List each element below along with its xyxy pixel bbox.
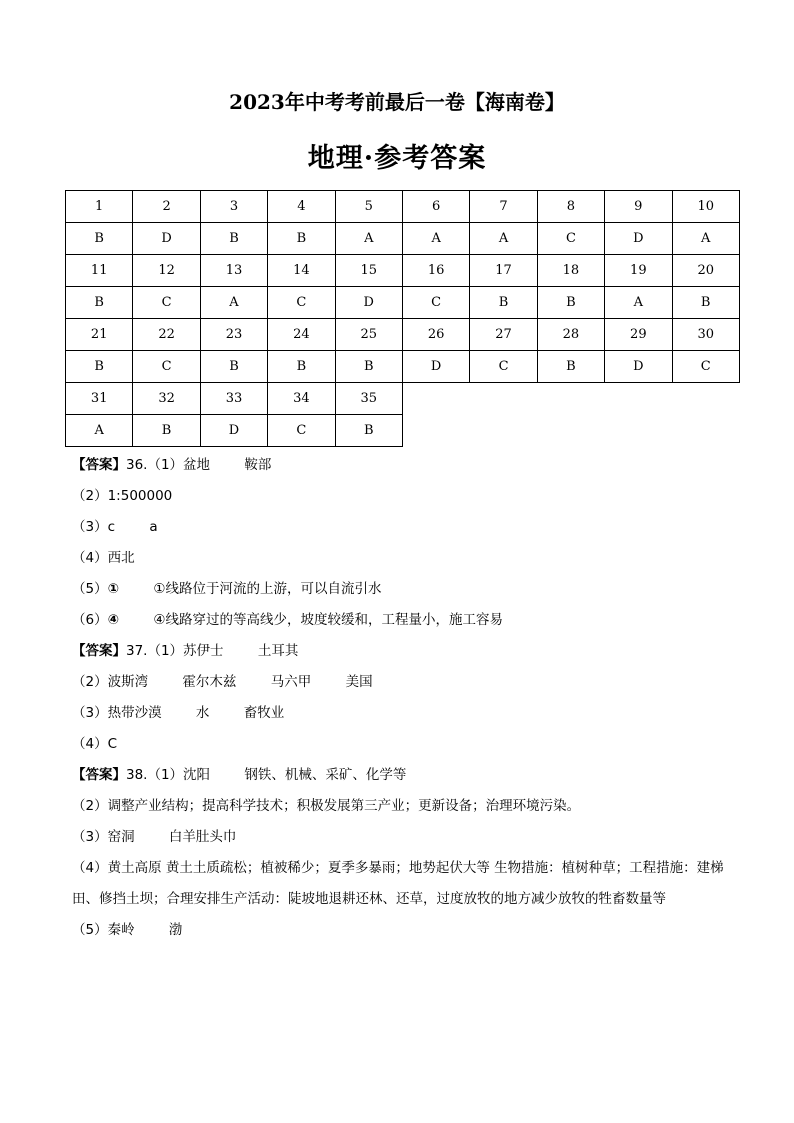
- answer-letter-cell: D: [200, 415, 267, 447]
- answer-letter-cell: B: [66, 351, 133, 383]
- answer-letter-cell: A: [200, 287, 267, 319]
- answer-letter-cell: C: [470, 351, 537, 383]
- answer-key-title: 地理·参考答案: [307, 143, 487, 174]
- empty-cell: [605, 415, 672, 447]
- empty-cell: [402, 383, 469, 415]
- answer-letter-cell: C: [268, 415, 335, 447]
- question-number-cell: 2: [133, 191, 200, 223]
- answer-tag: 【答案】: [72, 643, 126, 659]
- answer-section: [72, 450, 732, 946]
- answer-text: ④线路穿过的等高线少，坡度较缓和，工程量小，施工容易: [153, 612, 503, 628]
- answer-letter-cell: B: [200, 351, 267, 383]
- question-number-cell: 29: [605, 319, 672, 351]
- question-number-cell: 35: [335, 383, 402, 415]
- question-number-row: [66, 319, 740, 351]
- answer-36-line-4: （4）西北: [72, 550, 135, 566]
- question-number-cell: 32: [133, 383, 200, 415]
- answer-letter-cell: C: [672, 351, 739, 383]
- question-number-row: [66, 191, 740, 223]
- answer-letter-cell: B: [66, 223, 133, 255]
- answer-37-line-1: [72, 636, 732, 667]
- answer-letter-cell: B: [200, 223, 267, 255]
- answer-letter-cell: B: [537, 351, 604, 383]
- question-number-cell: 30: [672, 319, 739, 351]
- answer-38-line-1: [72, 760, 732, 791]
- question-number-cell: 16: [402, 255, 469, 287]
- answer-text: 36.（1）盆地 鞍部: [126, 457, 272, 473]
- answer-letter-cell: A: [66, 415, 133, 447]
- question-number-cell: 28: [537, 319, 604, 351]
- answer-37-line-2: （2）波斯湾 霍尔木兹 马六甲 美国: [72, 674, 373, 690]
- answer-letter-cell: B: [335, 351, 402, 383]
- answer-letter-row: [66, 415, 740, 447]
- question-number-cell: 4: [268, 191, 335, 223]
- item-number: （6）: [72, 612, 108, 628]
- answer-38-line-4: （4）黄土高原 黄土土质疏松；植被稀少；夏季多暴雨；地势起伏大等 生物措施：植树种草；工程措施：建梯田、修挡土坝；合理安排生产活动：陡坡地退耕还林、还草，过度放牧的地方减少放牧的牲畜数量等: [72, 860, 724, 907]
- question-number-cell: 34: [268, 383, 335, 415]
- question-number-cell: 14: [268, 255, 335, 287]
- answer-letter-cell: C: [268, 287, 335, 319]
- circled-number: ①: [107, 581, 120, 597]
- spacer: [119, 581, 153, 597]
- answer-letter-cell: C: [133, 287, 200, 319]
- answer-letter-cell: D: [605, 351, 672, 383]
- empty-cell: [672, 383, 739, 415]
- answer-text: 38.（1）沈阳 钢铁、机械、采矿、化学等: [126, 767, 407, 783]
- question-number-cell: 8: [537, 191, 604, 223]
- answer-38-line-3: （3）窑洞 白羊肚头巾: [72, 829, 237, 845]
- answer-letter-cell: D: [335, 287, 402, 319]
- question-number-cell: 20: [672, 255, 739, 287]
- answer-letter-cell: A: [335, 223, 402, 255]
- circled-number: ④: [107, 612, 120, 628]
- answer-letter-cell: A: [402, 223, 469, 255]
- question-number-cell: 7: [470, 191, 537, 223]
- answer-letter-cell: D: [402, 351, 469, 383]
- answer-letter-cell: B: [537, 287, 604, 319]
- question-number-cell: 31: [66, 383, 133, 415]
- answer-letter-cell: D: [605, 223, 672, 255]
- empty-cell: [537, 415, 604, 447]
- answer-letter-cell: C: [537, 223, 604, 255]
- answer-letter-cell: B: [268, 223, 335, 255]
- question-number-cell: 21: [66, 319, 133, 351]
- answer-36-line-3: （3）c a: [72, 519, 158, 535]
- answer-37-line-4: （4）C: [72, 736, 118, 752]
- question-number-cell: 22: [133, 319, 200, 351]
- question-number-cell: 3: [200, 191, 267, 223]
- question-number-cell: 6: [402, 191, 469, 223]
- answer-letter-row: [66, 351, 740, 383]
- question-number-cell: 1: [66, 191, 133, 223]
- answer-36-line-5: [72, 574, 732, 605]
- empty-cell: [470, 383, 537, 415]
- empty-cell: [537, 383, 604, 415]
- answer-text: ①线路位于河流的上游，可以自流引水: [153, 581, 382, 597]
- question-number-cell: 19: [605, 255, 672, 287]
- answer-letter-cell: A: [605, 287, 672, 319]
- answer-letter-cell: C: [133, 351, 200, 383]
- question-number-cell: 33: [200, 383, 267, 415]
- answer-38-line-5: （5）秦岭 渤: [72, 922, 183, 938]
- answer-36-line-6: [72, 605, 732, 636]
- question-number-row: [66, 255, 740, 287]
- answer-letter-cell: B: [66, 287, 133, 319]
- spacer: [119, 612, 153, 628]
- item-number: （5）: [72, 581, 108, 597]
- answer-37-line-3: （3）热带沙漠 水 畜牧业: [72, 705, 285, 721]
- answer-tag: 【答案】: [72, 767, 126, 783]
- answer-36-line-2: （2）1:500000: [72, 488, 173, 504]
- question-number-cell: 27: [470, 319, 537, 351]
- empty-cell: [605, 383, 672, 415]
- answer-letter-cell: C: [402, 287, 469, 319]
- answer-letter-cell: D: [133, 223, 200, 255]
- question-number-cell: 18: [537, 255, 604, 287]
- answer-letter-cell: B: [470, 287, 537, 319]
- answer-letter-cell: B: [268, 351, 335, 383]
- answer-letter-cell: A: [470, 223, 537, 255]
- question-number-cell: 12: [133, 255, 200, 287]
- question-number-cell: 11: [66, 255, 133, 287]
- question-number-cell: 15: [335, 255, 402, 287]
- question-number-cell: 17: [470, 255, 537, 287]
- answer-38-line-2: （2）调整产业结构；提高科学技术；积极发展第三产业；更新设备；治理环境污染。: [72, 798, 581, 814]
- question-number-cell: 5: [335, 191, 402, 223]
- exam-title: 2023年中考考前最后一卷【海南卷】: [229, 90, 565, 114]
- empty-cell: [672, 415, 739, 447]
- empty-cell: [402, 415, 469, 447]
- answer-letter-row: [66, 223, 740, 255]
- question-number-cell: 26: [402, 319, 469, 351]
- question-number-cell: 24: [268, 319, 335, 351]
- empty-cell: [470, 415, 537, 447]
- question-number-cell: 25: [335, 319, 402, 351]
- answer-36-line-1: [72, 450, 732, 481]
- answer-letter-cell: A: [672, 223, 739, 255]
- question-number-cell: 13: [200, 255, 267, 287]
- question-number-row: [66, 383, 740, 415]
- answer-letter-cell: B: [335, 415, 402, 447]
- answer-letter-row: [66, 287, 740, 319]
- answer-text: 37.（1）苏伊士 土耳其: [126, 643, 299, 659]
- question-number-cell: 23: [200, 319, 267, 351]
- answer-tag: 【答案】: [72, 457, 126, 473]
- answer-letter-cell: B: [133, 415, 200, 447]
- answer-table: [65, 190, 740, 447]
- question-number-cell: 10: [672, 191, 739, 223]
- question-number-cell: 9: [605, 191, 672, 223]
- answer-letter-cell: B: [672, 287, 739, 319]
